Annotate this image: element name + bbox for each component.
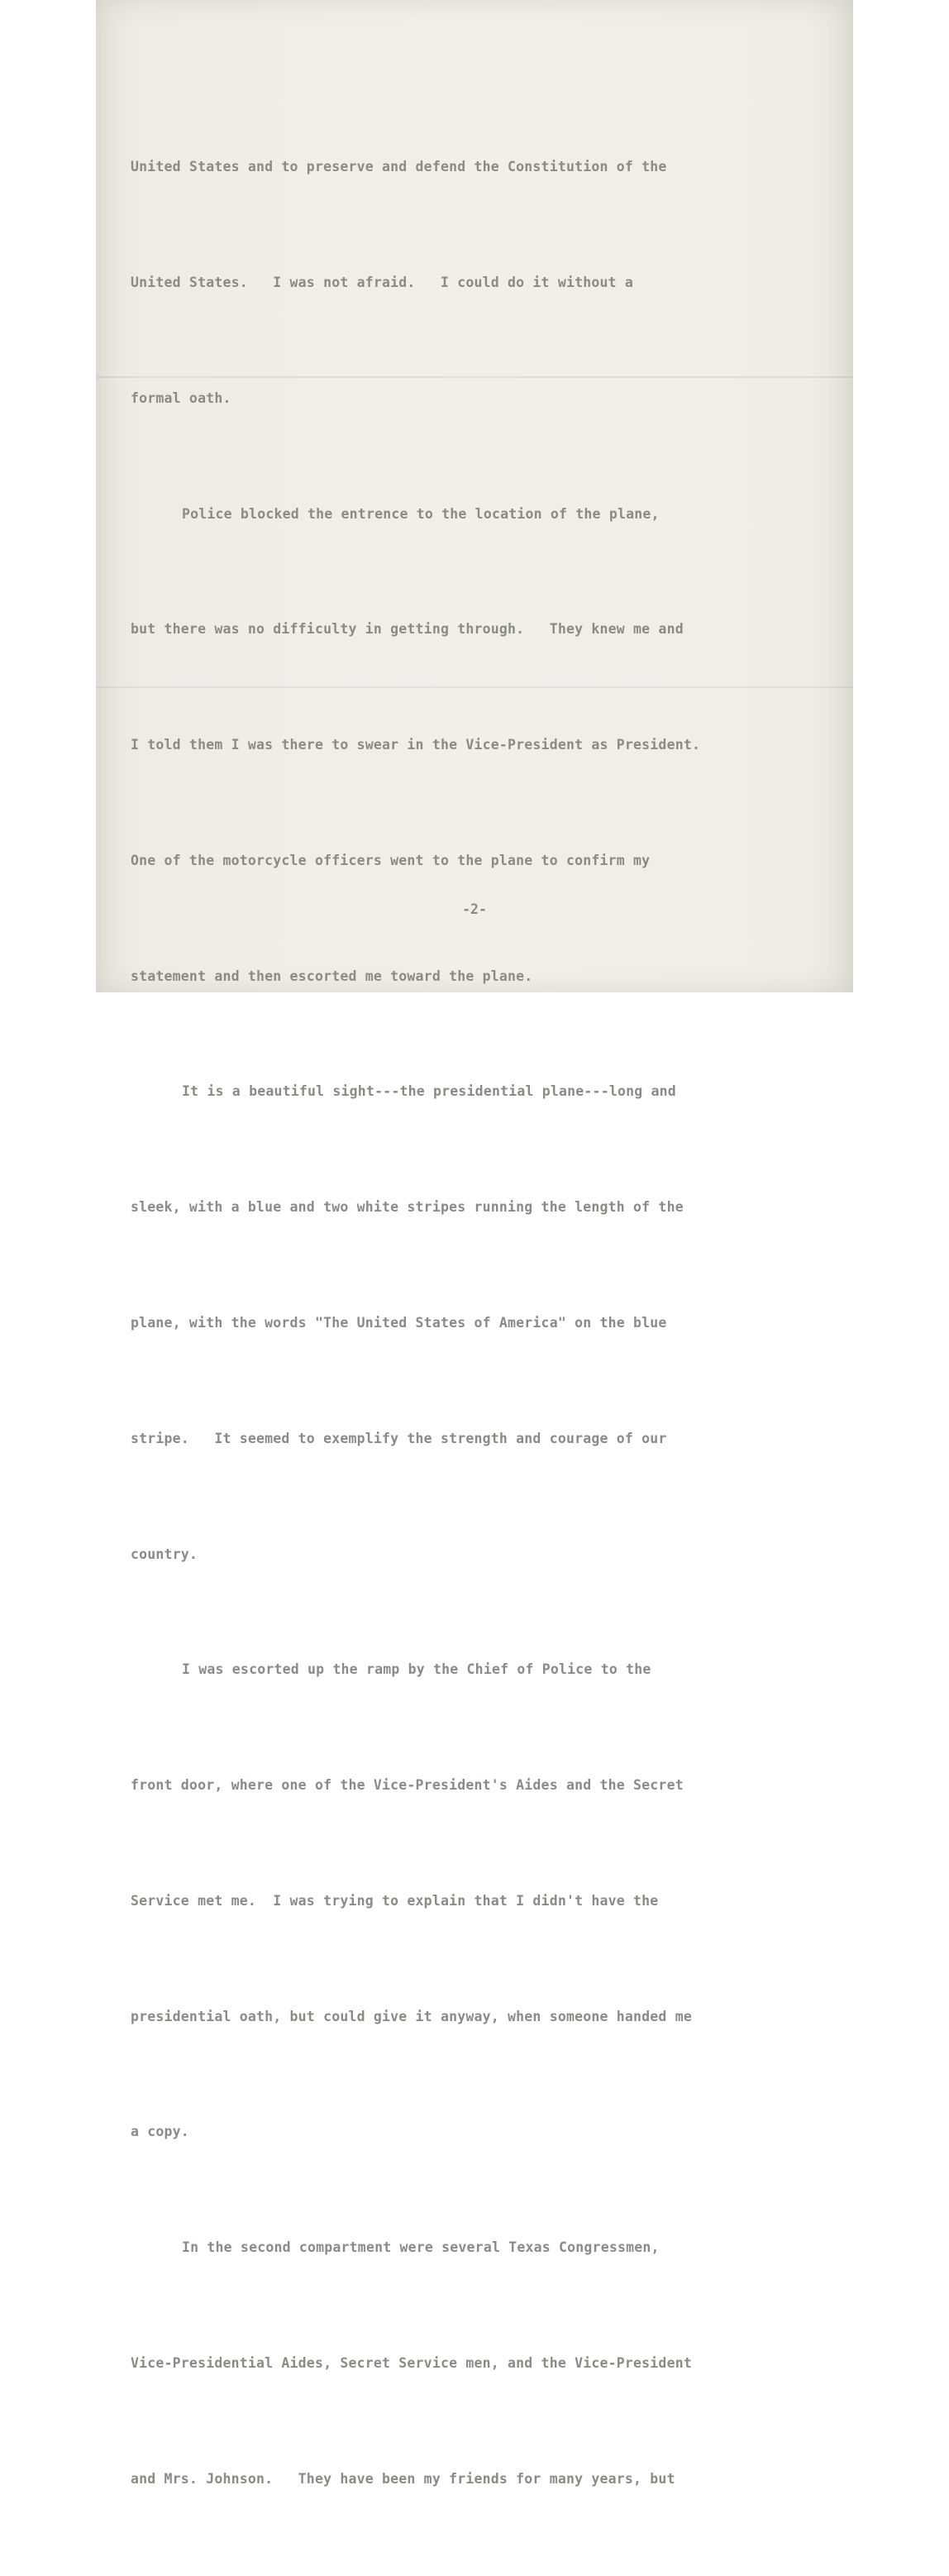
text-line: but there was no difficulty in getting through. They knew me and [131, 621, 684, 638]
text-line: plane, with the words "The United States of America" on the blue [131, 1315, 667, 1331]
text-line: Vice-Presidential Aides, Secret Service men, and the Vice-President [131, 2355, 692, 2372]
text-line: a copy. [131, 2124, 189, 2140]
text-line: In the second compartment were several Texas Congressmen, [182, 2239, 660, 2256]
page-body [131, 71, 825, 2576]
text-line: I told them I was there to swear in the Vice-President as President. [131, 737, 701, 753]
text-line: presidential oath, but could give it anyway, when someone handed me [131, 2008, 692, 2024]
text-line: One of the motorcycle officers went to the plane to confirm my [131, 852, 651, 868]
page-number: -2- [462, 901, 487, 917]
text-line: stripe. It seemed to exemplify the strength and courage of our [131, 1430, 667, 1446]
text-line: statement and then escorted me toward the plane. [131, 968, 533, 984]
text-line: It is a beautiful sight---the presidential plane---long and [182, 1083, 676, 1100]
text-line: and Mrs. Johnson. They have been my friends for many years, but [131, 2470, 675, 2487]
text-line: United States and to preserve and defend the Constitution of the [131, 159, 667, 175]
text-line: Service met me. I was trying to explain that I didn't have the [131, 1892, 659, 1909]
text-line: I was escorted up the ramp by the Chief of Police to the [182, 1661, 651, 1678]
text-line: Police blocked the entrence to the location of the plane, [182, 505, 660, 522]
text-line: front door, where one of the Vice-President's Aides and the Secret [131, 1777, 684, 1794]
text-line: United States. I was not afraid. I could do it without a [131, 274, 634, 290]
text-line: country. [131, 1546, 198, 1562]
text-line: formal oath. [131, 390, 231, 406]
text-line: sleek, with a blue and two white stripes running the length of the [131, 1199, 684, 1216]
